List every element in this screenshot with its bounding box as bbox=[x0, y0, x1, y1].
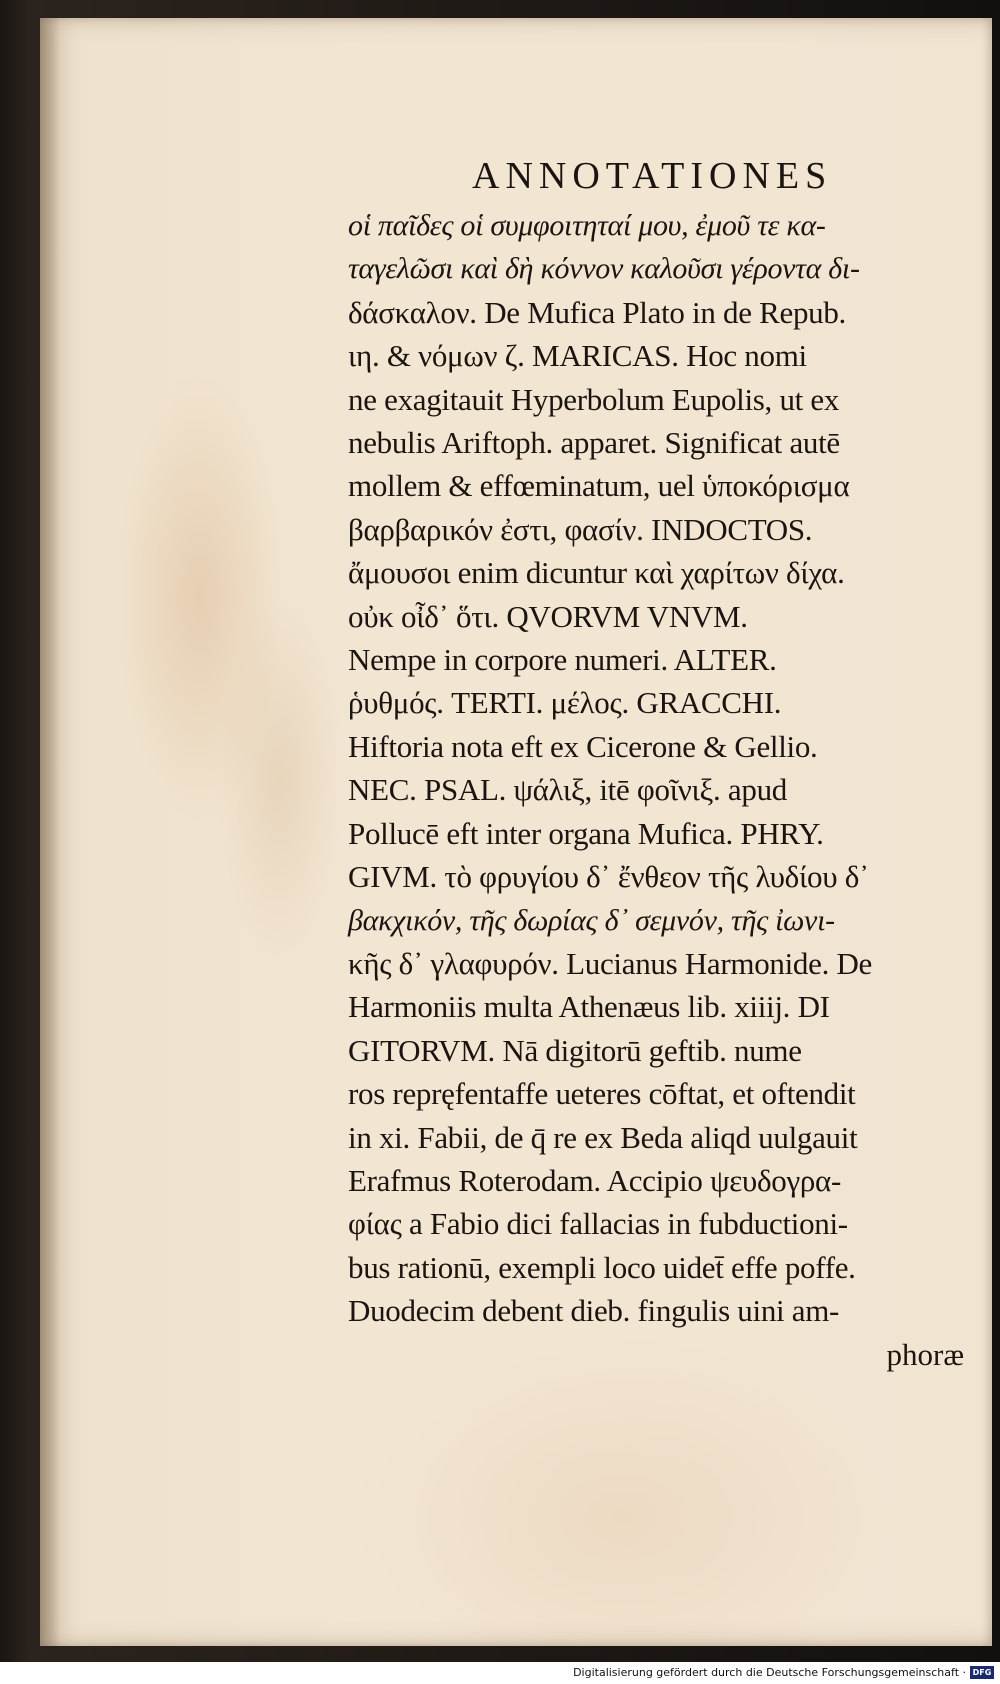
text-line: Duodecim debent dieb. fingulis uini am- bbox=[348, 1293, 840, 1329]
funding-credit: Digitalisierung gefördert durch die Deutsche Forschungsgemeinschaft · bbox=[573, 1666, 966, 1679]
digitization-footer bbox=[0, 1662, 1000, 1684]
text-line: δάσκαλον. De Mufica Plato in de Repub. bbox=[348, 294, 846, 330]
text-block bbox=[348, 138, 968, 1376]
text-line: ne exagitauit Hyperbolum Eupolis, ut ex bbox=[348, 381, 840, 417]
text-line: mollem & effœminatum, uel ὑποκόρισμα bbox=[348, 468, 850, 504]
dfg-logo-icon: DFG bbox=[970, 1666, 994, 1679]
text-line: οὐκ οἶδ᾽ ὅτι. QVORVM VNVM. bbox=[348, 598, 748, 634]
running-head: ANNOTATIONES bbox=[472, 155, 833, 197]
text-line: οἱ παῖδες οἱ συμφοιτηταί μου, ἐμοῦ τε κα- bbox=[348, 209, 826, 242]
text-line: GITORVM. Nā digitorū geftib. nume bbox=[348, 1032, 802, 1068]
text-line: ταγελῶσι καὶ δὴ κόννον καλοῦσι γέροντα δι- bbox=[348, 252, 860, 286]
text-line: φίας a Fabio dici fallacias in fubductioni- bbox=[348, 1206, 848, 1242]
text-line: in xi. Fabii, de q̄ re ex Beda aliqd uulgauit bbox=[348, 1119, 858, 1155]
text-line: nebulis Ariftoph. apparet. Significat autē bbox=[348, 425, 840, 461]
text-line: ιη. & νόμων ζ. MARICAS. Hoc nomi bbox=[348, 338, 807, 374]
text-line: Hiftoria nota eft ex Cicerone & Gellio. bbox=[348, 728, 818, 764]
book-page bbox=[40, 18, 992, 1646]
text-line: Erafmus Roterodam. Accipio ψευδογρα- bbox=[348, 1162, 841, 1198]
text-line: Pollucē eft inter organa Mufica. PHRY. bbox=[348, 815, 824, 851]
text-line: βαρβαρικόν ἐστι, φασίν. INDOCTOS. bbox=[348, 511, 813, 547]
text-line: GIVM. τὸ φρυγίου δ᾽ ἔνθεον τῆς λυδίου δ᾽ bbox=[348, 859, 870, 895]
text-line: ros repręfentaffe ueteres cōftat, et oftendit bbox=[348, 1076, 856, 1112]
text-line: βακχικόν, τῆς δωρίας δ᾽ σεμνόν, τῆς ἰωνι- bbox=[348, 903, 835, 937]
page-gutter-shadow bbox=[40, 18, 60, 1646]
text-line: Harmoniis multa Athenæus lib. xiiij. DI bbox=[348, 989, 830, 1025]
catchword: phoræ bbox=[886, 1336, 964, 1372]
text-line: κῆς δ᾽ γλαφυρόν. Lucianus Harmonide. De bbox=[348, 945, 873, 981]
text-line: ῥυθμός. TERTI. μέλος. GRACCHI. bbox=[348, 685, 782, 721]
text-line: bus rationū, exempli loco uidet̄ effe poffe. bbox=[348, 1249, 856, 1285]
text-line: ἄμουσοι enim dicuntur καὶ χαρίτων δίχα. bbox=[348, 555, 845, 591]
text-line: NEC. PSAL. ψάλιξ, itē φοῖνιξ. apud bbox=[348, 772, 787, 808]
text-line: Nempe in corpore numeri. ALTER. bbox=[348, 642, 777, 678]
